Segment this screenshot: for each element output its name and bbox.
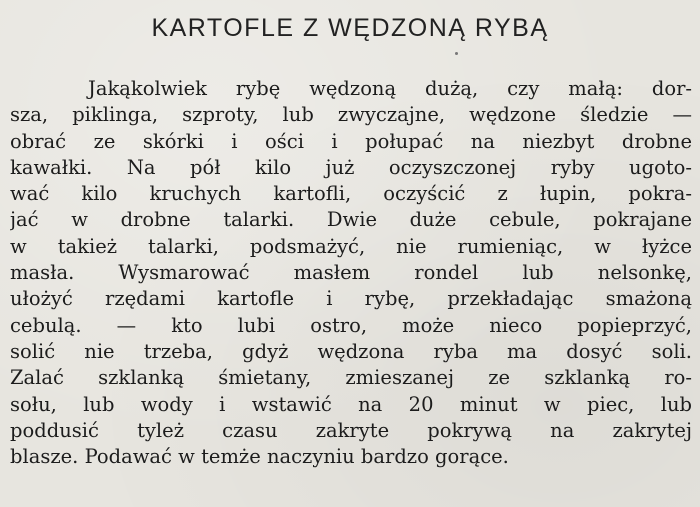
print-speck (455, 52, 458, 55)
recipe-line-14: poddusić tyleż czasu zakryte pokrywą na zakrytej (10, 418, 692, 442)
recipe-line-6: jać w drobne talarki. Dwie duże cebule, pokrajane (10, 208, 692, 232)
recipe-body (10, 76, 692, 470)
recipe-line-11: solić nie trzeba, gdyż wędzona ryba ma dosyć soli. (10, 339, 692, 363)
recipe-title: KARTOFLE Z WĘDZONĄ RYBĄ (151, 14, 549, 42)
recipe-line-15: blasze. Podawać w temże naczyniu bardzo gorące. (10, 445, 509, 469)
recipe-line-13: sołu, lub wody i wstawić na 20 minut w piec, lub (10, 392, 692, 416)
recipe-line-9: ułożyć rzędami kartofle i rybę, przekładając smażoną (10, 287, 692, 311)
recipe-line-3: obrać ze skórki i ości i połupać na niezbyt drobne (10, 129, 692, 153)
recipe-line-12: Zalać szklanką śmietany, zmieszanej ze szklanką ro- (10, 366, 692, 390)
recipe-line-5: wać kilo kruchych kartofli, oczyścić z łupin, pokra- (10, 182, 692, 206)
recipe-line-1: Jakąkolwiek rybę wędzoną dużą, czy małą: dor- (88, 77, 692, 100)
recipe-line-2: sza, piklinga, szproty, lub zwyczajne, wędzone śledzie — (10, 103, 692, 127)
recipe-line-8: masła. Wysmarować masłem rondel lub nelsonkę, (10, 261, 692, 285)
recipe-line-10: cebulą. — kto lubi ostro, może nieco popieprzyć, (10, 313, 692, 337)
recipe-line-4: kawałki. Na pół kilo już oczyszczonej ryby ugoto- (10, 155, 692, 179)
recipe-line-7: w takież talarki, podsmażyć, nie rumieniąc, w łyżce (10, 234, 692, 258)
